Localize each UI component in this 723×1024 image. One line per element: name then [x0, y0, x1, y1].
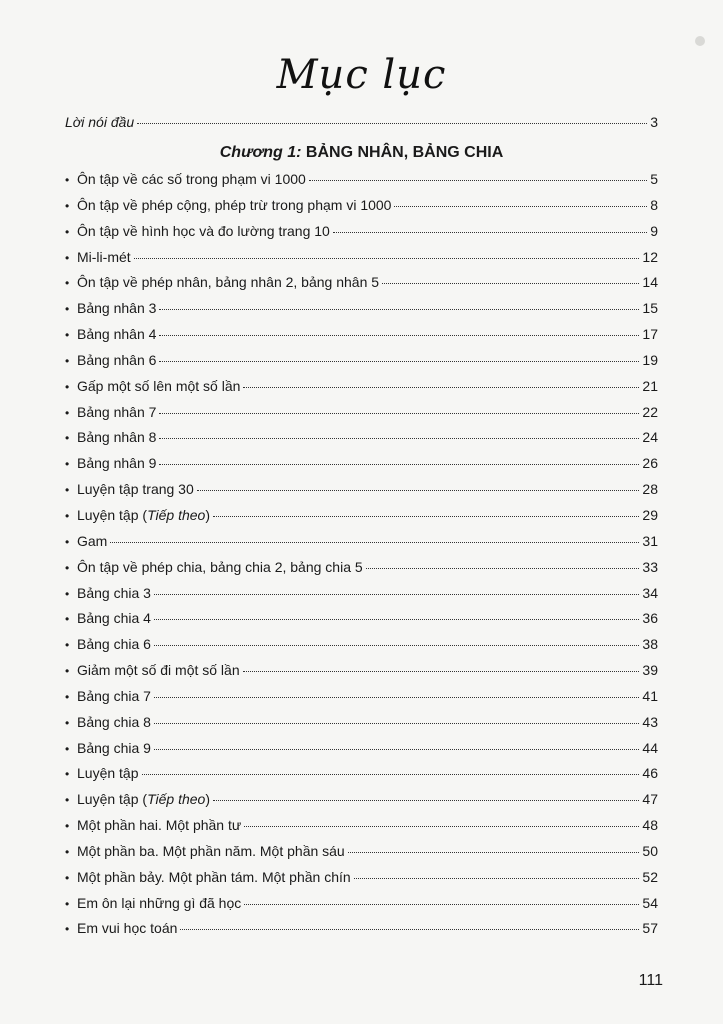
toc-entry: [65, 869, 658, 895]
bullet-icon: •: [65, 276, 70, 291]
toc-entry-label: Bảng chia 3: [77, 584, 151, 601]
toc-entry-label: Luyện tập (Tiếp theo): [77, 791, 210, 808]
toc-entry: [65, 404, 658, 430]
toc-intro-page: 3: [650, 114, 658, 130]
dot-leader: [382, 283, 639, 284]
toc-entry-page: 12: [642, 248, 658, 265]
toc-entry: [65, 533, 658, 559]
toc-entry-label: Ôn tập về phép chia, bảng chia 2, bảng chia 5: [77, 558, 363, 575]
dot-leader: [213, 516, 639, 517]
dot-leader: [197, 490, 640, 491]
toc-entry: [65, 714, 658, 740]
dot-leader: [394, 206, 647, 207]
bullet-icon: •: [65, 302, 70, 317]
toc-entry-label: Một phần bảy. Một phần tám. Một phần chín: [77, 868, 351, 885]
bullet-icon: •: [65, 586, 70, 601]
toc-entry-label: Ôn tập về phép cộng, phép trừ trong phạm vi 1000: [77, 196, 392, 213]
toc-entry-label: Em vui học toán: [77, 920, 178, 937]
dot-leader: [159, 309, 639, 310]
toc-entry: [65, 817, 658, 843]
dot-leader: [154, 723, 639, 724]
dot-leader: [333, 232, 647, 233]
bullet-icon: •: [65, 689, 70, 704]
toc-entry-label: Bảng nhân 8: [77, 429, 157, 446]
toc-entry-label: Giảm một số đi một số lần: [77, 662, 240, 679]
toc-entry-page: 41: [642, 687, 658, 704]
toc-entry-label: Gam: [77, 532, 108, 549]
bullet-icon: •: [65, 612, 70, 627]
toc-entry-page: 39: [642, 662, 658, 679]
toc-entry: [65, 920, 658, 946]
toc-entry-label: Mi-li-mét: [77, 248, 131, 265]
toc-entry: [65, 895, 658, 921]
bullet-icon: •: [65, 819, 70, 834]
bullet-icon: •: [65, 457, 70, 472]
toc-entry-label: Ôn tập về các số trong phạm vi 1000: [77, 171, 306, 187]
toc-entry: [65, 610, 658, 636]
toc-entry-page: 22: [642, 403, 658, 420]
toc-entry: [65, 585, 658, 611]
bullet-icon: •: [65, 664, 70, 679]
toc-entry-label: Bảng nhân 6: [77, 351, 157, 368]
toc-entry-page: 47: [642, 791, 658, 808]
dot-leader: [159, 335, 639, 336]
dot-leader: [154, 749, 639, 750]
toc-entry-page: 29: [642, 506, 658, 523]
dot-leader: [309, 180, 647, 181]
toc-entry: [65, 688, 658, 714]
bullet-icon: •: [65, 793, 70, 808]
bullet-icon: •: [65, 353, 70, 368]
toc-entry: [65, 300, 658, 326]
dot-leader: [137, 123, 647, 124]
toc-entry-page: 5: [650, 171, 658, 187]
toc-entry-page: 28: [642, 481, 658, 498]
toc-entry: [65, 559, 658, 585]
bullet-icon: •: [65, 173, 70, 187]
bullet-icon: •: [65, 896, 70, 911]
toc-entry: [65, 843, 658, 869]
dot-leader: [243, 387, 639, 388]
page-number: 111: [638, 972, 663, 989]
toc-entry-page: 8: [650, 196, 658, 213]
toc-entry: [65, 507, 658, 533]
toc-entry-page: 19: [642, 351, 658, 368]
dot-leader: [244, 826, 639, 827]
toc-entry-page: 17: [642, 326, 658, 343]
toc-entry-page: 48: [642, 817, 658, 834]
dot-leader: [180, 929, 639, 930]
bullet-icon: •: [65, 534, 70, 549]
dot-leader: [213, 800, 639, 801]
toc-entry: [65, 481, 658, 507]
toc-entry-label: Bảng chia 8: [77, 713, 151, 730]
dot-leader: [159, 361, 639, 362]
toc-entry-label: Bảng chia 9: [77, 739, 151, 756]
toc-entry-label: Bảng nhân 9: [77, 455, 157, 472]
toc-entry-page: 21: [642, 377, 658, 394]
toc-entry-page: 26: [642, 455, 658, 472]
dot-leader: [110, 542, 639, 543]
dot-leader: [354, 878, 640, 879]
bullet-icon: •: [65, 483, 70, 498]
toc-entry-page: 52: [642, 868, 658, 885]
toc-entry-page: 33: [642, 558, 658, 575]
toc-entry: [65, 171, 658, 197]
toc-entry-label: Một phần hai. Một phần tư: [77, 817, 242, 834]
toc-entry-page: 50: [642, 842, 658, 859]
toc-entry: [65, 636, 658, 662]
bullet-icon: •: [65, 922, 70, 937]
bullet-icon: •: [65, 328, 70, 343]
toc-entry-page: 57: [642, 920, 658, 937]
toc-entry-label: Ôn tập về phép nhân, bảng nhân 2, bảng nhân 5: [77, 274, 380, 291]
toc-entry: [65, 223, 658, 249]
dot-leader: [243, 671, 640, 672]
dot-leader: [134, 258, 640, 259]
toc-entry: [65, 352, 658, 378]
bullet-icon: •: [65, 638, 70, 653]
toc-list: [65, 171, 658, 946]
toc-entry-label: Ôn tập về hình học và đo lường trang 10: [77, 222, 330, 239]
toc-entry-label: Luyện tập trang 30: [77, 481, 194, 498]
dot-leader: [154, 645, 639, 646]
dot-leader: [154, 594, 639, 595]
bullet-icon: •: [65, 198, 70, 213]
dot-leader: [154, 619, 639, 620]
bullet-icon: •: [65, 715, 70, 730]
toc-intro-row: [65, 114, 658, 134]
toc-entry-page: 31: [642, 532, 658, 549]
dot-leader: [142, 774, 640, 775]
bullet-icon: •: [65, 844, 70, 859]
toc-entry-label: Bảng chia 4: [77, 610, 151, 627]
toc-entry-label: Bảng chia 6: [77, 636, 151, 653]
bullet-icon: •: [65, 560, 70, 575]
bullet-icon: •: [65, 508, 70, 523]
bullet-icon: •: [65, 405, 70, 420]
toc-entry-label: Một phần ba. Một phần năm. Một phần sáu: [77, 842, 345, 859]
toc-entry-label: Gấp một số lên một số lần: [77, 377, 241, 394]
toc-entry-note: Tiếp theo: [147, 791, 206, 808]
dot-leader: [159, 464, 639, 465]
toc-entry-label: Bảng chia 7: [77, 687, 151, 704]
toc-entry-page: 44: [642, 739, 658, 756]
bullet-icon: •: [65, 870, 70, 885]
dot-leader: [366, 568, 640, 569]
page-edge-mark: [695, 36, 705, 46]
toc-entry-page: 38: [642, 636, 658, 653]
toc-entry-label: Bảng nhân 4: [77, 326, 157, 343]
bullet-icon: •: [65, 224, 70, 239]
bullet-icon: •: [65, 767, 70, 782]
toc-entry-page: 15: [642, 300, 658, 317]
toc-intro-label: Lời nói đầu: [65, 114, 135, 130]
toc-entry: [65, 740, 658, 766]
toc-entry: [65, 455, 658, 481]
toc-entry-page: 34: [642, 584, 658, 601]
toc-entry: [65, 765, 658, 791]
chapter-heading: [0, 144, 723, 162]
chapter-name: BẢNG NHÂN, BẢNG CHIA: [305, 144, 504, 161]
toc-entry: [65, 791, 658, 817]
bullet-icon: •: [65, 379, 70, 394]
toc-entry-label: Bảng nhân 7: [77, 403, 157, 420]
toc-entry-label: Luyện tập (Tiếp theo): [77, 506, 210, 523]
bullet-icon: •: [65, 741, 70, 756]
toc-entry-page: 24: [642, 429, 658, 446]
dot-leader: [348, 852, 640, 853]
toc-entry-note: Tiếp theo: [147, 506, 206, 523]
toc-entry: [65, 274, 658, 300]
toc-entry-label: Luyện tập: [77, 765, 139, 782]
toc-entry-page: 46: [642, 765, 658, 782]
bullet-icon: •: [65, 250, 70, 265]
dot-leader: [154, 697, 639, 698]
toc-entry-label: Bảng nhân 3: [77, 300, 157, 317]
toc-entry-page: 36: [642, 610, 658, 627]
toc-entry-page: 14: [642, 274, 658, 291]
toc-entry-page: 54: [642, 894, 658, 911]
chapter-prefix: Chương 1:: [219, 144, 302, 161]
page-title: Mục lục: [276, 52, 447, 98]
dot-leader: [159, 438, 639, 439]
dot-leader: [159, 413, 639, 414]
toc-entry: [65, 662, 658, 688]
toc-entry: [65, 378, 658, 404]
dot-leader: [244, 904, 639, 905]
bullet-icon: •: [65, 431, 70, 446]
toc-entry-page: 9: [650, 222, 658, 239]
toc-entry-label: Em ôn lại những gì đã học: [77, 894, 242, 911]
toc-entry: [65, 197, 658, 223]
toc-entry: [65, 326, 658, 352]
toc-entry: [65, 429, 658, 455]
toc-entry: [65, 249, 658, 275]
toc-entry-page: 43: [642, 713, 658, 730]
